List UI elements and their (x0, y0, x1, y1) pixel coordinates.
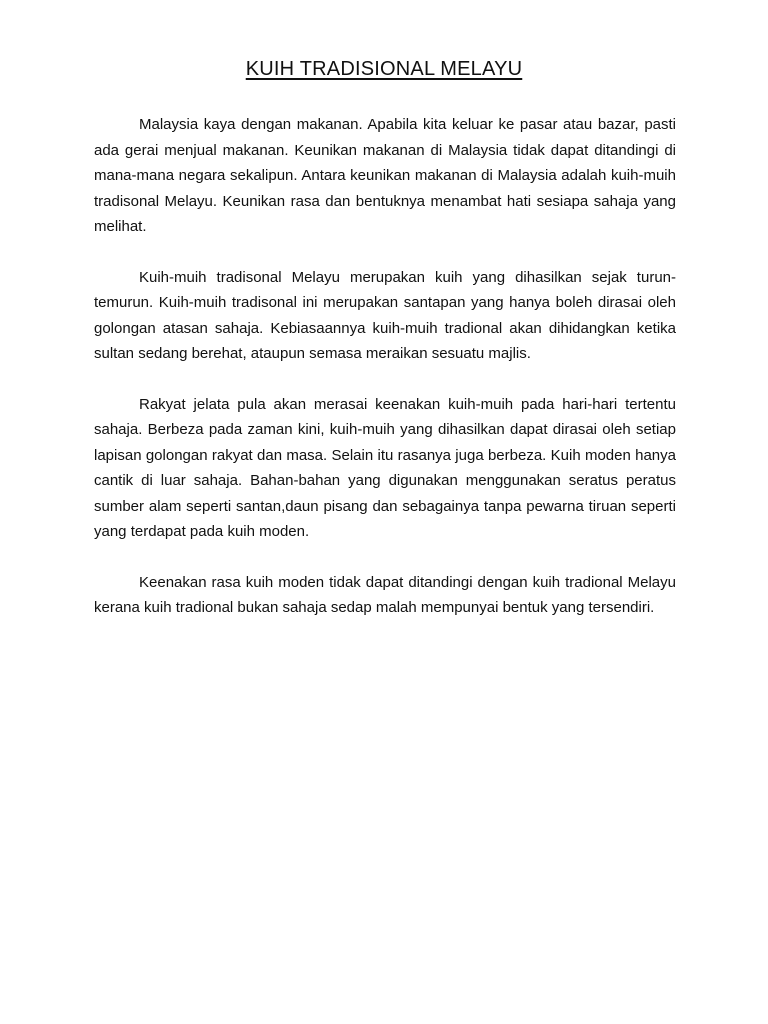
document-body (94, 112, 676, 646)
paragraph-1: Malaysia kaya dengan makanan. Apabila kita keluar ke pasar atau bazar, pasti ada gerai menjual makanan. Keunikan makanan di Malaysia tidak dapat ditandingi di mana-mana negara sekalipun. Antara keunikan makanan di Malaysia adalah kuih-muih tradisonal Melayu. Keunikan rasa dan bentuknya menambat hati sesiapa sahaja yang melihat. (94, 116, 676, 235)
paragraph-2: Kuih-muih tradisonal Melayu merupakan kuih yang dihasilkan sejak turun-temurun. Kuih-muih tradisonal ini merupakan santapan yang hanya boleh dirasai oleh golongan atasan sahaja. Kebiasaannya kuih-muih tradional akan dihidangkan ketika sultan sedang berehat, ataupun semasa meraikan sesuatu majlis. (94, 268, 676, 362)
paragraph-3: Rakyat jelata pula akan merasai keenakan kuih-muih pada hari-hari tertentu sahaja. Berbeza pada zaman kini, kuih-muih yang dihasilkan dapat dirasai oleh setiap lapisan golongan rakyat dan masa. Selain itu rasanya juga berbeza. Kuih moden hanya cantik di luar sahaja. Bahan-bahan yang digunakan menggunakan seratus peratus sumber alam seperti santan,daun pisang dan sebagainya tanpa pewarna tiruan seperti yang terdapat pada kuih moden. (94, 395, 676, 540)
paragraph-4: Keenakan rasa kuih moden tidak dapat ditandingi dengan kuih tradional Melayu kerana kuih tradional bukan sahaja sedap malah mempunyai bentuk yang tersendiri. (94, 573, 676, 616)
document-title: KUIH TRADISIONAL MELAYU (245, 58, 523, 80)
